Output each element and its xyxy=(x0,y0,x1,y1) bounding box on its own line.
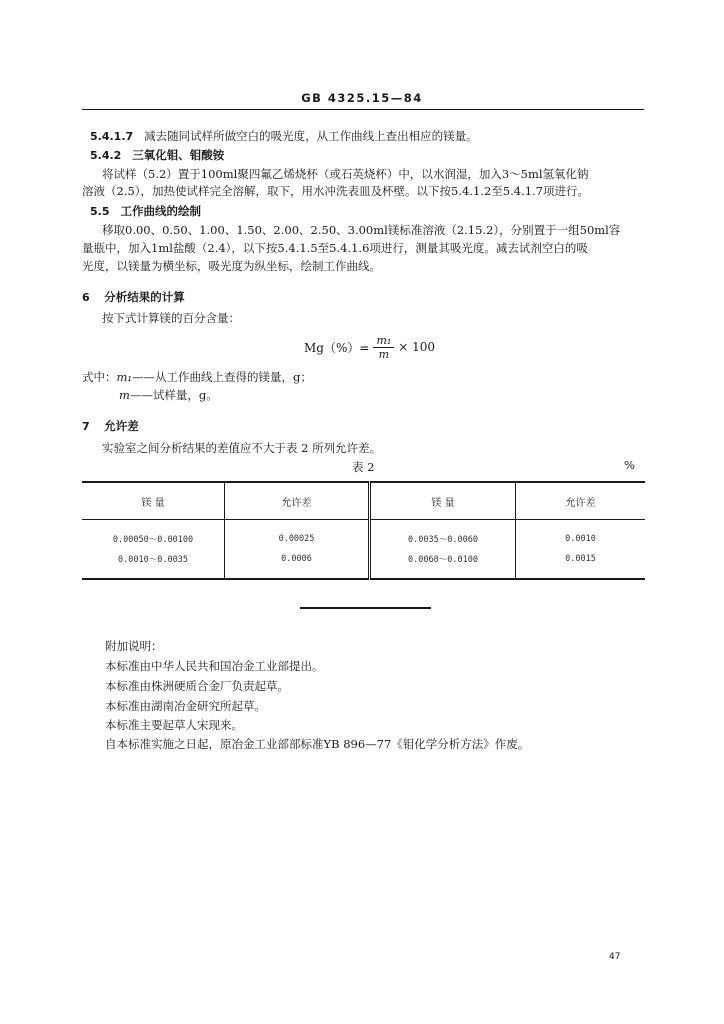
tolerance-table xyxy=(82,481,645,580)
notes-title: 附加说明： xyxy=(105,639,163,653)
table-row xyxy=(82,520,645,550)
symbol-m-description: ——试样量，g。 xyxy=(129,388,218,402)
table-caption: 表 2 xyxy=(352,460,375,474)
standard-number-header: GB 4325.15—84 xyxy=(301,91,423,105)
formula-denominator: m xyxy=(378,347,390,361)
cell-tolerance: 0.00025 xyxy=(225,520,370,550)
clause-number: 5.5 xyxy=(90,205,110,218)
cell-mg-range: 0.0035～0.0060 xyxy=(370,520,516,550)
cell-tolerance: 0.0010 xyxy=(516,520,646,550)
symbol-m1: m₁ xyxy=(116,370,133,384)
formula-fraction xyxy=(373,334,394,361)
header-mg-content-1: 镁 量 xyxy=(82,482,225,520)
formula-numerator: m₁ xyxy=(373,334,394,348)
where-label: 式中： xyxy=(82,370,117,384)
notes-line: 自本标准实施之日起，原冶金工业部部标准YB 896—77《钼化学分析方法》作废。 xyxy=(105,737,530,751)
section-number: 6 xyxy=(82,291,90,304)
where-m-line xyxy=(119,387,218,404)
section-6-heading xyxy=(82,289,185,306)
clause-title: 三氧化钼、钼酸铵 xyxy=(132,148,225,162)
formula-lhs: Mg（%）= xyxy=(304,340,370,355)
clause-number: 5.4.1.7 xyxy=(90,130,134,143)
clause-5-5-heading xyxy=(90,203,201,220)
section-7-intro: 实验室之间分析结果的差值应不大于表 2 所列允许差。 xyxy=(102,441,382,455)
notes-line: 本标准主要起草人宋现来。 xyxy=(105,718,243,732)
header-mg-content-2: 镁 量 xyxy=(370,482,516,520)
header-tolerance-2: 允许差 xyxy=(516,482,646,520)
clause-5-4-1-7 xyxy=(90,128,478,145)
page-number: 47 xyxy=(609,952,621,962)
header-tolerance-1: 允许差 xyxy=(225,482,370,520)
cell-mg-range: 0.0060～0.0100 xyxy=(370,549,516,579)
header-rule xyxy=(82,109,644,110)
cell-tolerance: 0.0006 xyxy=(225,549,370,579)
magnesium-formula xyxy=(304,330,435,364)
end-of-text-rule xyxy=(300,607,431,609)
formula-rhs: × 100 xyxy=(398,340,436,354)
clause-5-5-line3: 光度，以镁量为横坐标，吸光度为纵坐标，绘制工作曲线。 xyxy=(82,259,381,273)
section-6-intro: 按下式计算镁的百分含量： xyxy=(102,311,240,325)
clause-5-5-line2: 量瓶中，加入1ml盐酸（2.4），以下按5.4.1.5至5.4.1.6项进行，测量其吸光度。减去试剂空白的吸 xyxy=(82,241,588,255)
section-7-heading xyxy=(82,418,139,435)
notes-line: 本标准由株洲硬质合金厂负责起草。 xyxy=(105,679,289,693)
table-row xyxy=(82,549,645,579)
table-header-row xyxy=(82,482,645,520)
clause-title: 工作曲线的绘制 xyxy=(120,204,201,218)
notes-line: 本标准由湖南冶金研究所起草。 xyxy=(105,699,266,713)
section-number: 7 xyxy=(82,420,90,433)
notes-line: 本标准由中华人民共和国冶金工业部提出。 xyxy=(105,659,324,673)
clause-number: 5.4.2 xyxy=(90,149,122,162)
symbol-m1-description: ——从工作曲线上查得的镁量，g； xyxy=(132,370,312,384)
section-title: 允许差 xyxy=(104,419,139,433)
where-m1-line xyxy=(82,369,312,386)
table-unit: % xyxy=(624,458,635,472)
clause-5-4-2-line1: 将试样（5.2）置于100ml聚四氟乙烯烧杯（或石英烧杯）中，以水润湿，加入3～5ml氢氧化钠 xyxy=(102,167,589,181)
cell-mg-range: 0.0010～0.0035 xyxy=(82,549,225,579)
section-title: 分析结果的计算 xyxy=(104,290,185,304)
clause-5-4-2-line2: 溶液（2.5），加热使试样完全溶解，取下，用水冲洗表皿及杯壁。以下按5.4.1.2至5.4.1.7项进行。 xyxy=(82,184,590,198)
cell-tolerance: 0.0015 xyxy=(516,549,646,579)
clause-5-5-line1: 移取0.00、0.50、1.00、1.50、2.00、2.50、3.00ml镁标准溶液（2.15.2），分别置于一组50ml容 xyxy=(102,223,621,237)
cell-mg-range: 0.00050～0.00100 xyxy=(112,535,194,545)
symbol-m: m xyxy=(119,388,130,402)
clause-text: 减去随同试样所做空白的吸光度，从工作曲线上查出相应的镁量。 xyxy=(144,129,478,143)
clause-5-4-2-heading xyxy=(90,147,224,164)
